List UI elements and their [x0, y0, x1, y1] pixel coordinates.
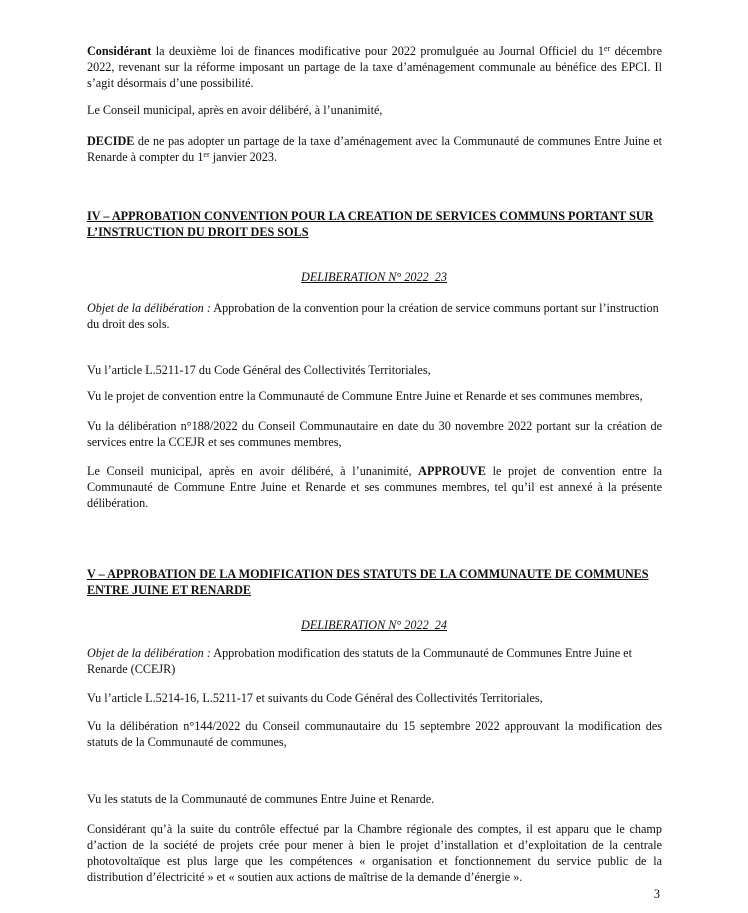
- section-iv-heading: IV – APPROBATION CONVENTION POUR LA CREATION DE SERVICES COMMUNS PORTANT SUR L’INSTRUCTION DU DROIT DES SOLS: [87, 209, 654, 239]
- vu-article-v: Vu l’article L.5214-16, L.5211-17 et suivants du Code Général des Collectivités Territoriales,: [87, 691, 543, 705]
- objet-text-iv: Approbation de la convention pour la création de service communs portant sur l’instruction du droit des sols.: [87, 301, 659, 331]
- considerant-text-1: la deuxième loi de finances modificative pour 2022 promulguée au Journal Officiel du 1: [151, 44, 605, 58]
- objet-paragraph-v: [87, 645, 662, 677]
- decide-text-1: de ne pas adopter un partage de la taxe d’aménagement avec la Communauté de communes Entre Juine et Renarde à compter du 1: [87, 134, 662, 164]
- decide-paragraph: [87, 133, 662, 165]
- considerant-sup: er: [604, 44, 611, 53]
- vu-deliberation-144: Vu la délibération n°144/2022 du Conseil communautaire du 15 septembre 2022 approuvant la modification des statuts de la Communauté de communes,: [87, 719, 662, 749]
- considerant-text-2: décembre 2022, revenant sur la réforme imposant un partage de la taxe d’aménagement communale au bénéfice des EPCI. Il s’agit désormais d’une possibilité.: [87, 44, 663, 90]
- decide-text-2: janvier 2023.: [209, 150, 277, 164]
- section-v-heading: V – APPROBATION DE LA MODIFICATION DES STATUTS DE LA COMMUNAUTE DE COMMUNES ENTRE JUINE ET RENARDE: [87, 567, 649, 597]
- considerant-crc-paragraph: Considérant qu’à la suite du contrôle effectué par la Chambre régionale des comptes, il est apparu que le champ d’action de la société de projets crée pour mener à bien le projet d’installation et d’exploitation de la centrale photovoltaïque est plus large que les compétences « organisation et fonctionnement du service public de la distribution d’électricité » et « soutien aux actions de maîtrise de la demande d’énergie ».: [87, 822, 662, 884]
- vu-deliberation-188: Vu la délibération n°188/2022 du Conseil Communautaire en date du 30 novembre 2022 portant sur la création de services entre la CCEJR et ses communes membres,: [87, 419, 662, 449]
- decide-lead: DECIDE: [87, 134, 135, 148]
- approuve-post: le projet de convention entre la Communauté de Commune Entre Juine et Renarde et ses communes membres, tel qu’il est annexé à la présente délibération.: [87, 464, 662, 510]
- considerant-paragraph: [87, 43, 662, 91]
- approuve-pre: Le Conseil municipal, après en avoir délibéré, à l’unanimité,: [87, 464, 419, 478]
- approuve-paragraph: [87, 463, 662, 511]
- objet-label-v: Objet de la délibération :: [87, 646, 211, 660]
- deliberation-2022-24-title: DELIBERATION N° 2022_24: [301, 618, 447, 632]
- objet-text-v: Approbation modification des statuts de la Communauté de Communes Entre Juine et Renarde (CCEJR): [87, 646, 632, 676]
- conseil-paragraph: Le Conseil municipal, après en avoir délibéré, à l’unanimité,: [87, 103, 383, 117]
- objet-paragraph-iv: [87, 300, 662, 332]
- page-number: 3: [653, 887, 660, 901]
- vu-statuts: Vu les statuts de la Communauté de communes Entre Juine et Renarde.: [87, 792, 435, 806]
- vu-projet-convention: Vu le projet de convention entre la Communauté de Commune Entre Juine et Renarde et ses communes membres,: [87, 389, 643, 403]
- objet-label-iv: Objet de la délibération :: [87, 301, 211, 315]
- decide-sup: er: [203, 150, 210, 159]
- deliberation-2022-23-title: DELIBERATION N° 2022_23: [301, 270, 447, 284]
- considerant-lead: Considérant: [87, 44, 152, 58]
- vu-article-iv: Vu l’article L.5211-17 du Code Général des Collectivités Territoriales,: [87, 363, 431, 377]
- approuve-lead: APPROUVE: [418, 464, 486, 478]
